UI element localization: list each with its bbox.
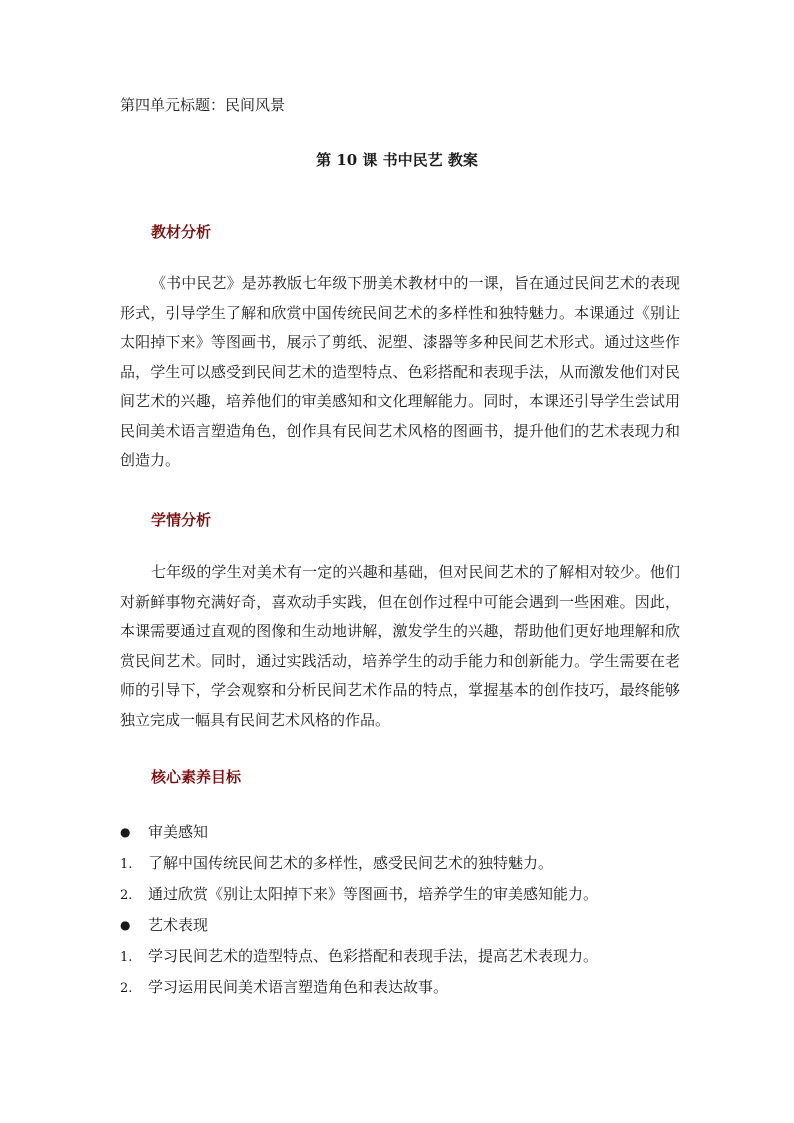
goal-item xyxy=(120,946,598,968)
section-heading-core-goals: 核心素养目标 xyxy=(151,768,242,786)
bullet-icon: ● xyxy=(120,918,131,932)
goal-item-number: 2. xyxy=(120,888,133,903)
goal-item xyxy=(120,853,553,875)
section-heading-student-analysis: 学情分析 xyxy=(151,511,212,529)
goal-item-number: 1. xyxy=(120,950,133,965)
goal-item-text: 通过欣赏《别让太阳掉下来》等图画书，培养学生的审美感知能力。 xyxy=(148,885,599,903)
goal-item-text: 学习民间艺术的造型特点、色彩搭配和表现手法，提高艺术表现力。 xyxy=(148,947,599,965)
paragraph-textbook-analysis: 《书中民艺》是苏教版七年级下册美术教材中的一课，旨在通过民间艺术的表现形式，引导学生了解和欣赏中国传统民间艺术的多样性和独特魅力。本课通过《别让太阳掉下来》等图画书，展示了剪纸、泥塑、漆器等多种民间艺术形式。通过这些作品，学生可以感受到民间艺术的造型特点、色彩搭配和表现手法，从而激发他们对民间艺术的兴趣，培养他们的审美感知和文化理解能力。同时，本课还引导学生尝试用民间美术语言塑造角色，创作具有民间艺术风格的图画书，提升他们的艺术表现力和创造力。 xyxy=(120,274,680,469)
goal-item-number: 1. xyxy=(120,857,133,872)
lesson-title: 第 10 课 书中民艺 教案 xyxy=(316,151,478,169)
unit-title: 第四单元标题：民间风景 xyxy=(120,96,286,114)
paragraph-student-analysis: 七年级的学生对美术有一定的兴趣和基础，但对民间艺术的了解相对较少。他们对新鲜事物充满好奇，喜欢动手实践，但在创作过程中可能会遇到一些困难。因此，本课需要通过直观的图像和生动地讲解，激发学生的兴趣，帮助他们更好地理解和欣赏民间艺术。同时，通过实践活动，培养学生的动手能力和创新能力。学生需要在老师的引导下，学会观察和分析民间艺术作品的特点，掌握基本的创作技巧，最终能够独立完成一幅具有民间艺术风格的作品。 xyxy=(120,563,680,729)
goal-item xyxy=(120,884,598,906)
goal-group-title: 艺术表现 xyxy=(148,916,209,934)
goal-item-text: 了解中国传统民间艺术的多样性，感受民间艺术的独特魅力。 xyxy=(148,854,554,872)
goal-group-title: 审美感知 xyxy=(148,823,209,841)
section-heading-textbook-analysis: 教材分析 xyxy=(151,223,212,241)
goal-item-text: 学习运用民间美术语言塑造角色和表达故事。 xyxy=(148,978,449,996)
goal-group-aesthetic xyxy=(120,822,208,842)
goal-item-number: 2. xyxy=(120,981,133,996)
bullet-icon: ● xyxy=(120,825,131,839)
goal-item xyxy=(120,977,448,999)
goal-group-artistic-expression xyxy=(120,915,208,935)
